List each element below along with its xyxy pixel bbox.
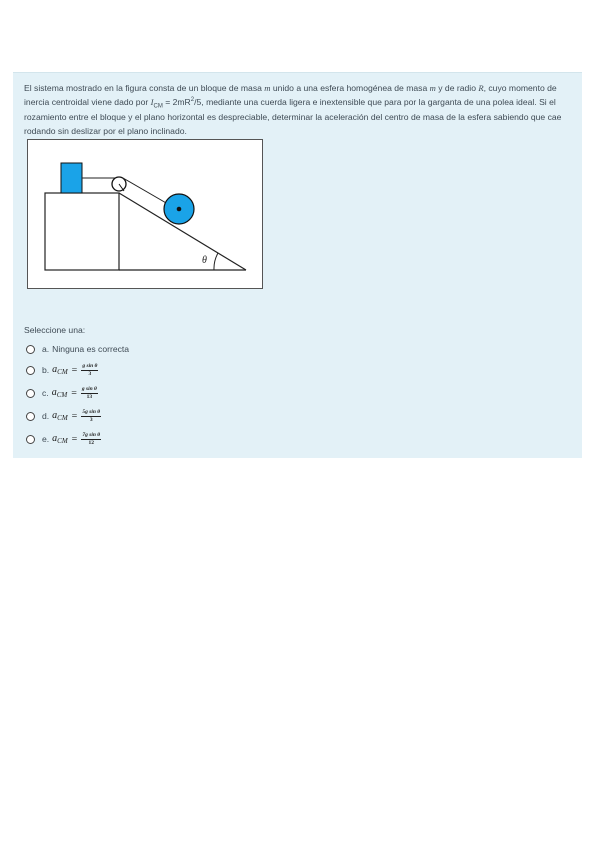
answer-fraction: $\frac{\text{5g sin θ}}{3}$ [82, 409, 101, 423]
radio-button[interactable] [26, 389, 35, 398]
equals-sign: = [71, 364, 78, 376]
option-letter: e. [42, 434, 50, 444]
option-a[interactable] [26, 341, 286, 357]
answer-fraction: $\frac{\text{7g sin θ}}{12}$ [82, 432, 101, 446]
acm-symbol: $a_{CM}$ [52, 410, 68, 422]
option-d[interactable] [26, 408, 286, 424]
question-card [13, 72, 582, 458]
radio-button[interactable] [26, 435, 35, 444]
angle-label: θ [202, 255, 207, 266]
horizontal-platform [45, 193, 119, 270]
equals-sign: = [71, 410, 78, 422]
radio-button[interactable] [26, 412, 35, 421]
option-b[interactable] [26, 362, 286, 378]
option-text: Ninguna es correcta [52, 344, 130, 354]
radio-button[interactable] [26, 366, 35, 375]
option-letter: a. [42, 344, 50, 354]
option-letter: b. [42, 365, 50, 375]
figure-drawing [28, 140, 262, 288]
prompt-label: Seleccione una: [24, 325, 86, 335]
option-c[interactable] [26, 385, 286, 401]
answer-fraction: $\frac{\text{g sin θ}}{3}$ [82, 363, 98, 377]
answer-fraction: $\frac{\text{g sin θ}}{13}$ [81, 386, 97, 400]
physics-figure [27, 139, 263, 289]
acm-symbol: $a_{CM}$ [52, 433, 68, 445]
block [61, 163, 82, 193]
acm-symbol: $a_{CM}$ [51, 387, 68, 399]
angle-arc [214, 253, 218, 270]
question-text: El sistema mostrado en la figura consta de un bloque de masa m unido a una esfera homogénea de masa m y de radio R, cuyo momento de inercia centroidal viene dado por $I_{CM} = 2mR^2/5$, mediante una cuerda ligera e inextensible que para por la garganta de una polea ideal. Si el rozamiento entre el bloque y el plano horizontal es despreciable, determinar la aceleración del centro de masa de la esfera sabiendo que cae rodando sin deslizar por el plano inclinado. [24, 83, 562, 137]
radio-button[interactable] [26, 345, 35, 354]
option-e[interactable] [26, 431, 286, 447]
option-letter: d. [42, 411, 50, 421]
acm-symbol: $a_{CM}$ [52, 364, 68, 376]
equals-sign: = [71, 433, 78, 445]
sphere-center [177, 207, 182, 212]
option-letter: c. [42, 388, 49, 398]
equals-sign: = [71, 387, 77, 399]
